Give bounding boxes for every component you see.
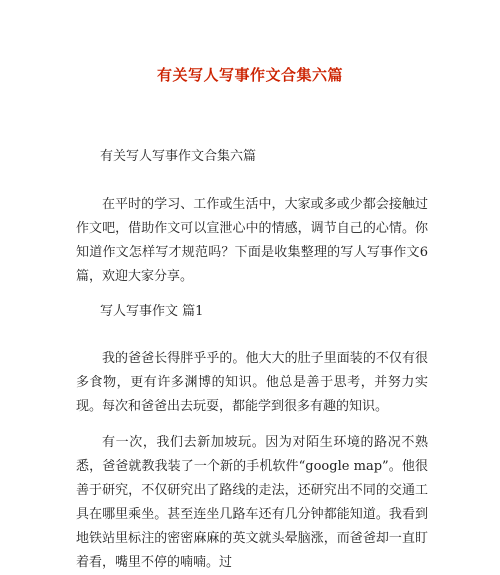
intro-paragraph: 在平时的学习、工作或生活中，大家或多或少都会接触过作文吧，借助作文可以宣泄心中的情感，调节自己的心情。你知道作文怎样写才规范吗？下面是收集整理的写人写事作文6篇，欢迎大家分享。 [76, 197, 428, 284]
body-paragraph-2: 有一次，我们去新加坡玩。因为对陌生环境的路况不熟悉，爸爸就教我装了一个新的手机软件“google map”。他很善于研究，不仅研究出了路线的走法，还研究出不同的交通工具在哪里乘坐。甚至连坐几路车还有几分钟都能知道。我看到地铁站里标注的密密麻麻的英文就头晕脑涨，而爸爸却一直盯着看，嘴里不停的喃喃。过 [76, 435, 428, 570]
section-heading: 写人写事作文 篇1 [100, 304, 204, 319]
document-title: 有关写人写事作文合集六篇 [156, 66, 343, 84]
body-paragraph-1: 我的爸爸长得胖乎乎的。他大大的肚子里面装的不仅有很多食物，更有许多渊博的知识。他总是善于思考，并努力实现。每次和爸爸出去玩耍，都能学到很多有趣的知识。 [76, 351, 428, 414]
document-subtitle: 有关写人写事作文合集六篇 [100, 149, 257, 164]
